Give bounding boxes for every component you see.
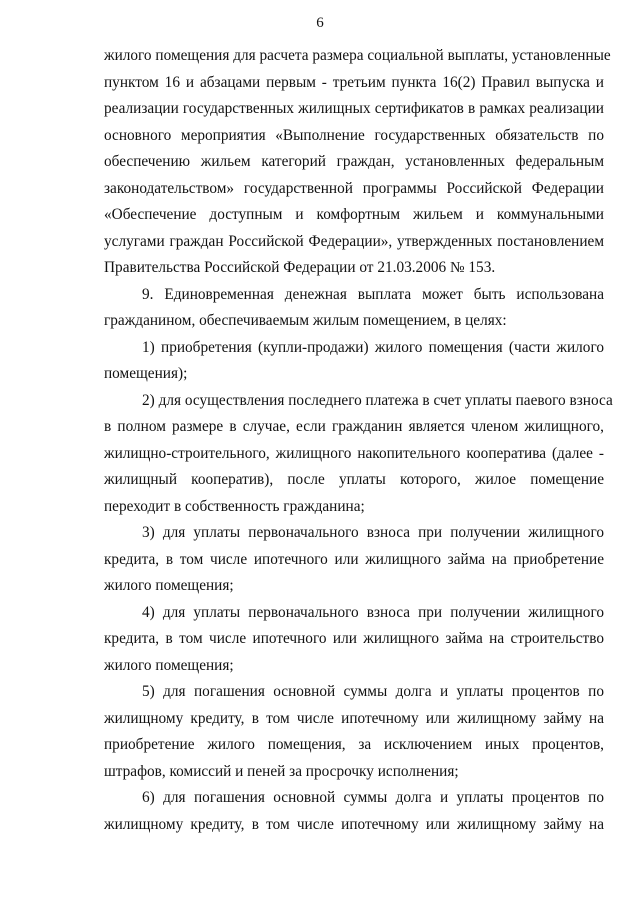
text-line: приобретение жилого помещения, за исключением иных процентов,: [104, 736, 604, 753]
text-line: основного мероприятия «Выполнение государственных обязательств по: [104, 126, 604, 144]
text-line: жилищный кооператив), после уплаты которого, жилое помещение: [104, 471, 604, 488]
text-line: услугами граждан Российской Федерации», утвержденных постановлением: [104, 232, 604, 250]
text-line: 2) для осуществления последнего платежа в счет уплаты паевого взноса: [142, 391, 613, 409]
paragraph: [104, 282, 604, 335]
text-line: кредита, в том числе ипотечного или жилищного займа на строительство: [104, 630, 604, 647]
text-line: 4) для уплаты первоначального взноса при получении жилищного: [142, 603, 604, 621]
text-line: помещения);: [104, 365, 188, 382]
text-line: Правительства Российской Федерации от 21.03.2006 № 153.: [104, 259, 496, 276]
text-line: в полном размере в случае, если гражданин является членом жилищного,: [104, 418, 604, 435]
paragraph: [104, 388, 613, 521]
text-line: 5) для погашения основной суммы долга и уплаты процентов по: [142, 683, 604, 700]
paragraph: [104, 43, 611, 282]
paragraph: [104, 785, 604, 838]
page-number: 6: [316, 15, 324, 31]
text-line: жилого помещения;: [104, 656, 234, 674]
text-line: кредита, в том числе ипотечного или жилищного займа на приобретение: [104, 550, 604, 568]
text-line: пунктом 16 и абзацами первым - третьим пункта 16(2) Правил выпуска и: [104, 73, 604, 91]
paragraph: [104, 520, 604, 600]
text-line: гражданином, обеспечиваемым жилым помещением, в целях:: [104, 312, 507, 329]
text-line: 1) приобретения (купли-продажи) жилого помещения (части жилого: [142, 338, 604, 356]
text-line: жилищному кредиту, в том числе ипотечному или жилищному займу на: [104, 815, 604, 833]
text-line: «Обеспечение доступным и комфортным жильем и коммунальными: [104, 206, 604, 223]
paragraph: [104, 335, 604, 388]
text-line: жилищному кредиту, в том числе ипотечному или жилищному займу на: [104, 709, 604, 727]
text-line: переходит в собственность гражданина;: [104, 497, 365, 515]
text-line: жилого помещения для расчета размера социальной выплаты, установленные: [104, 47, 611, 64]
text-line: 3) для уплаты первоначального взноса при получении жилищного: [142, 524, 604, 541]
text-line: 6) для погашения основной суммы долга и уплаты процентов по: [142, 789, 604, 806]
document-body: [104, 43, 613, 838]
paragraph: [104, 600, 604, 680]
text-line: жилищно-строительного, жилищного накопительного кооператива (далее -: [104, 444, 604, 462]
text-line: 9. Единовременная денежная выплата может быть использована: [142, 285, 604, 303]
paragraph: [104, 679, 604, 785]
text-line: жилого помещения;: [104, 577, 234, 594]
text-line: штрафов, комиссий и пеней за просрочку исполнения;: [104, 762, 459, 780]
text-line: обеспечению жильем категорий граждан, установленных федеральным: [104, 153, 604, 170]
text-line: реализации государственных жилищных сертификатов в рамках реализации: [104, 100, 604, 117]
text-line: законодательством» государственной программы Российской Федерации: [104, 179, 604, 197]
